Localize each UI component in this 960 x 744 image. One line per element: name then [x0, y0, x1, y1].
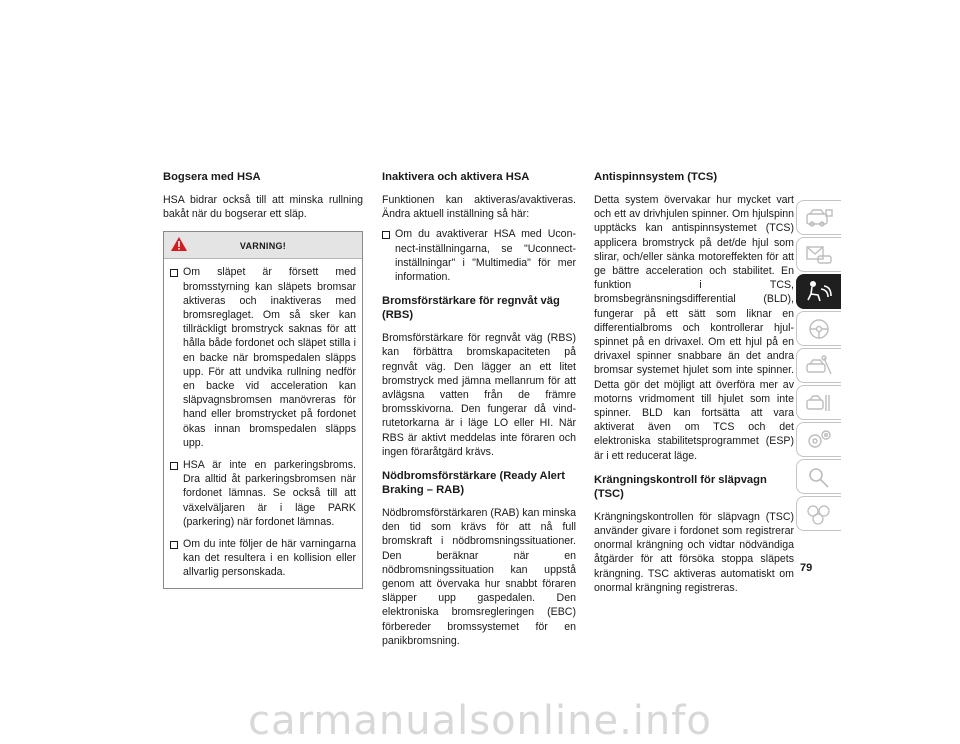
tab-safety[interactable]: [796, 274, 841, 309]
heading-tsc: Krängningskontroll för släpvagn (TSC): [594, 473, 767, 500]
heading-hsa-toggle: Inaktivera och aktivera HSA: [382, 171, 530, 183]
car-tools-icon: [804, 391, 834, 415]
paragraph-hsa-towing: HSA bidrar också till att minska rullning bakåt när du bogserar ett släp.: [163, 194, 363, 221]
column-middle: [382, 170, 576, 658]
heading-tcs: Antispinnsystem (TCS): [594, 171, 718, 183]
seated-driver-airbag-icon: [804, 280, 834, 304]
tab-dashboard[interactable]: [796, 200, 841, 235]
list-item: Om du avaktiverar HSA med Uconnect-inställningarna, se "Uconnect-inställningar" i "Multimedia" för mer information.: [382, 227, 576, 284]
warning-title: VARNING!: [239, 241, 287, 252]
column-left: [163, 170, 363, 589]
tab-technical[interactable]: [796, 422, 841, 457]
list-item: HSA är inte en parkeringsbroms. Dra alltid åt parkeringsbromsen när fordonet lämnas. Se också till att växelväljaren är i läge PARK (parkering) när fordonet lämnas.: [170, 458, 356, 529]
page-number: 79: [800, 562, 813, 574]
search-icon: [804, 465, 834, 489]
tab-index[interactable]: [796, 459, 841, 494]
steering-wheel-icon: [804, 317, 834, 341]
paragraph-rbs: Bromsförstärkare för regnvåt väg (RBS) kan förbättra bromskapaciteten på regnvåt väg. Den lägger an ett litet bromstryck med jämna mellanrum för att avlägsna vatten från de främre bromsskivorna. Den fungerar då vindrutetorkarna är i läge LO eller HI. När RBS är aktivt meddelas inte föraren och ingen föraråtgärd krävs.: [382, 332, 576, 458]
warning-box: [163, 231, 363, 588]
paragraph-hsa-toggle: Funktionen kan aktiveras/avaktiveras. Ändra aktuell inställning så här:: [382, 194, 576, 221]
column-right: [594, 170, 794, 605]
heading-hsa-towing: Bogsera med HSA: [163, 171, 261, 183]
tab-maintenance[interactable]: [796, 385, 841, 420]
heading-rab: Nödbromsförstärkare (Ready Alert Braking – RAB): [382, 470, 565, 497]
watermark: carmanualsonline.info: [248, 698, 712, 744]
warning-header: [164, 232, 362, 259]
bullet-square-icon: [170, 462, 178, 470]
chapter-tabs: [796, 200, 842, 533]
tab-emergency[interactable]: [796, 348, 841, 383]
settings-icon: [804, 428, 834, 452]
paragraph-tsc: Krängningskontrollen för släpvagn (TSC) använder givare i fordonet som registrerar onormal krängning och vidtar nödvändiga åtgärder för att försöka stoppa släpets krängning. TSC aktiveras automatiskt om onormal krängning registreras.: [594, 510, 794, 594]
warning-body: [164, 259, 362, 587]
heading-rbs: Bromsförstärkare för regnvåt väg (RBS): [382, 295, 560, 322]
car-wrench-icon: [804, 354, 834, 378]
tab-languages[interactable]: [796, 496, 841, 531]
bullet-square-icon: [170, 269, 178, 277]
tab-driving[interactable]: [796, 311, 841, 346]
paragraph-tcs: Detta system övervakar hur mycket vart och ett av drivhjulen spinner. Om hjulspinn upptäcks kan antispinnsystemet (TCS) applicera bromstryck på det/de hjul som slirar, och/eller sänka motoreffekten för att ge bättre acceleration och stabilitet. En funktion i TCS, bromsbegränsningsdifferential (BLD), fungerar på ett sätt som liknar en differentialbroms och kontrollerar hjulspinnet på en drivaxel. Om ett hjul på en drivaxel spinner snabbare än det andra bromsar systemet hjulet som inte spinner. Detta gör det möjligt att överföra mer av motorns vridmoment till hjulet som inte spinner. BLD kan fortsätta att vara aktiverat även om TCS och det elektroniska stabilitetsprogrammet (ESP) är i ett reducerat läge.: [594, 194, 794, 462]
languages-icon: [804, 502, 834, 526]
tab-getting-started[interactable]: [796, 237, 841, 272]
list-item: Om släpet är försett med bromsstyrning kan släpets bromsar aktiveras och inaktiveras med bromsreglaget. Om så sker kan tillräckligt bromstryck saknas för att hålla både fordonet och släpet stilla i en backe när bromspedalen släpps upp. För att undvika rullning nedför en backe vid acceleration kan släpvagnsbromsen manövreras för hand eller bromstrycket på fordonet ökas innan bromspedalen släpps upp.: [170, 265, 356, 450]
bullet-square-icon: [382, 231, 390, 239]
bullet-square-icon: [170, 541, 178, 549]
paragraph-rab: Nödbromsförstärkaren (RAB) kan minska den tid som krävs för att nå full bromskraft i nödbromsningssituationer. Den beräknar när en nödbromsningssituation kan uppstå genom att övervaka hur snabbt föraren släpper upp gaspedalen. Den elektroniska bromsregleringen (EBC) förbereder bromssystemet för en panikbromsning.: [382, 507, 576, 647]
car-dashboard-icon: [804, 206, 834, 230]
envelope-car-icon: [804, 243, 834, 267]
list-item: Om du inte följer de här varningarna kan det resultera i en kollision eller allvarlig personskada.: [170, 537, 356, 580]
